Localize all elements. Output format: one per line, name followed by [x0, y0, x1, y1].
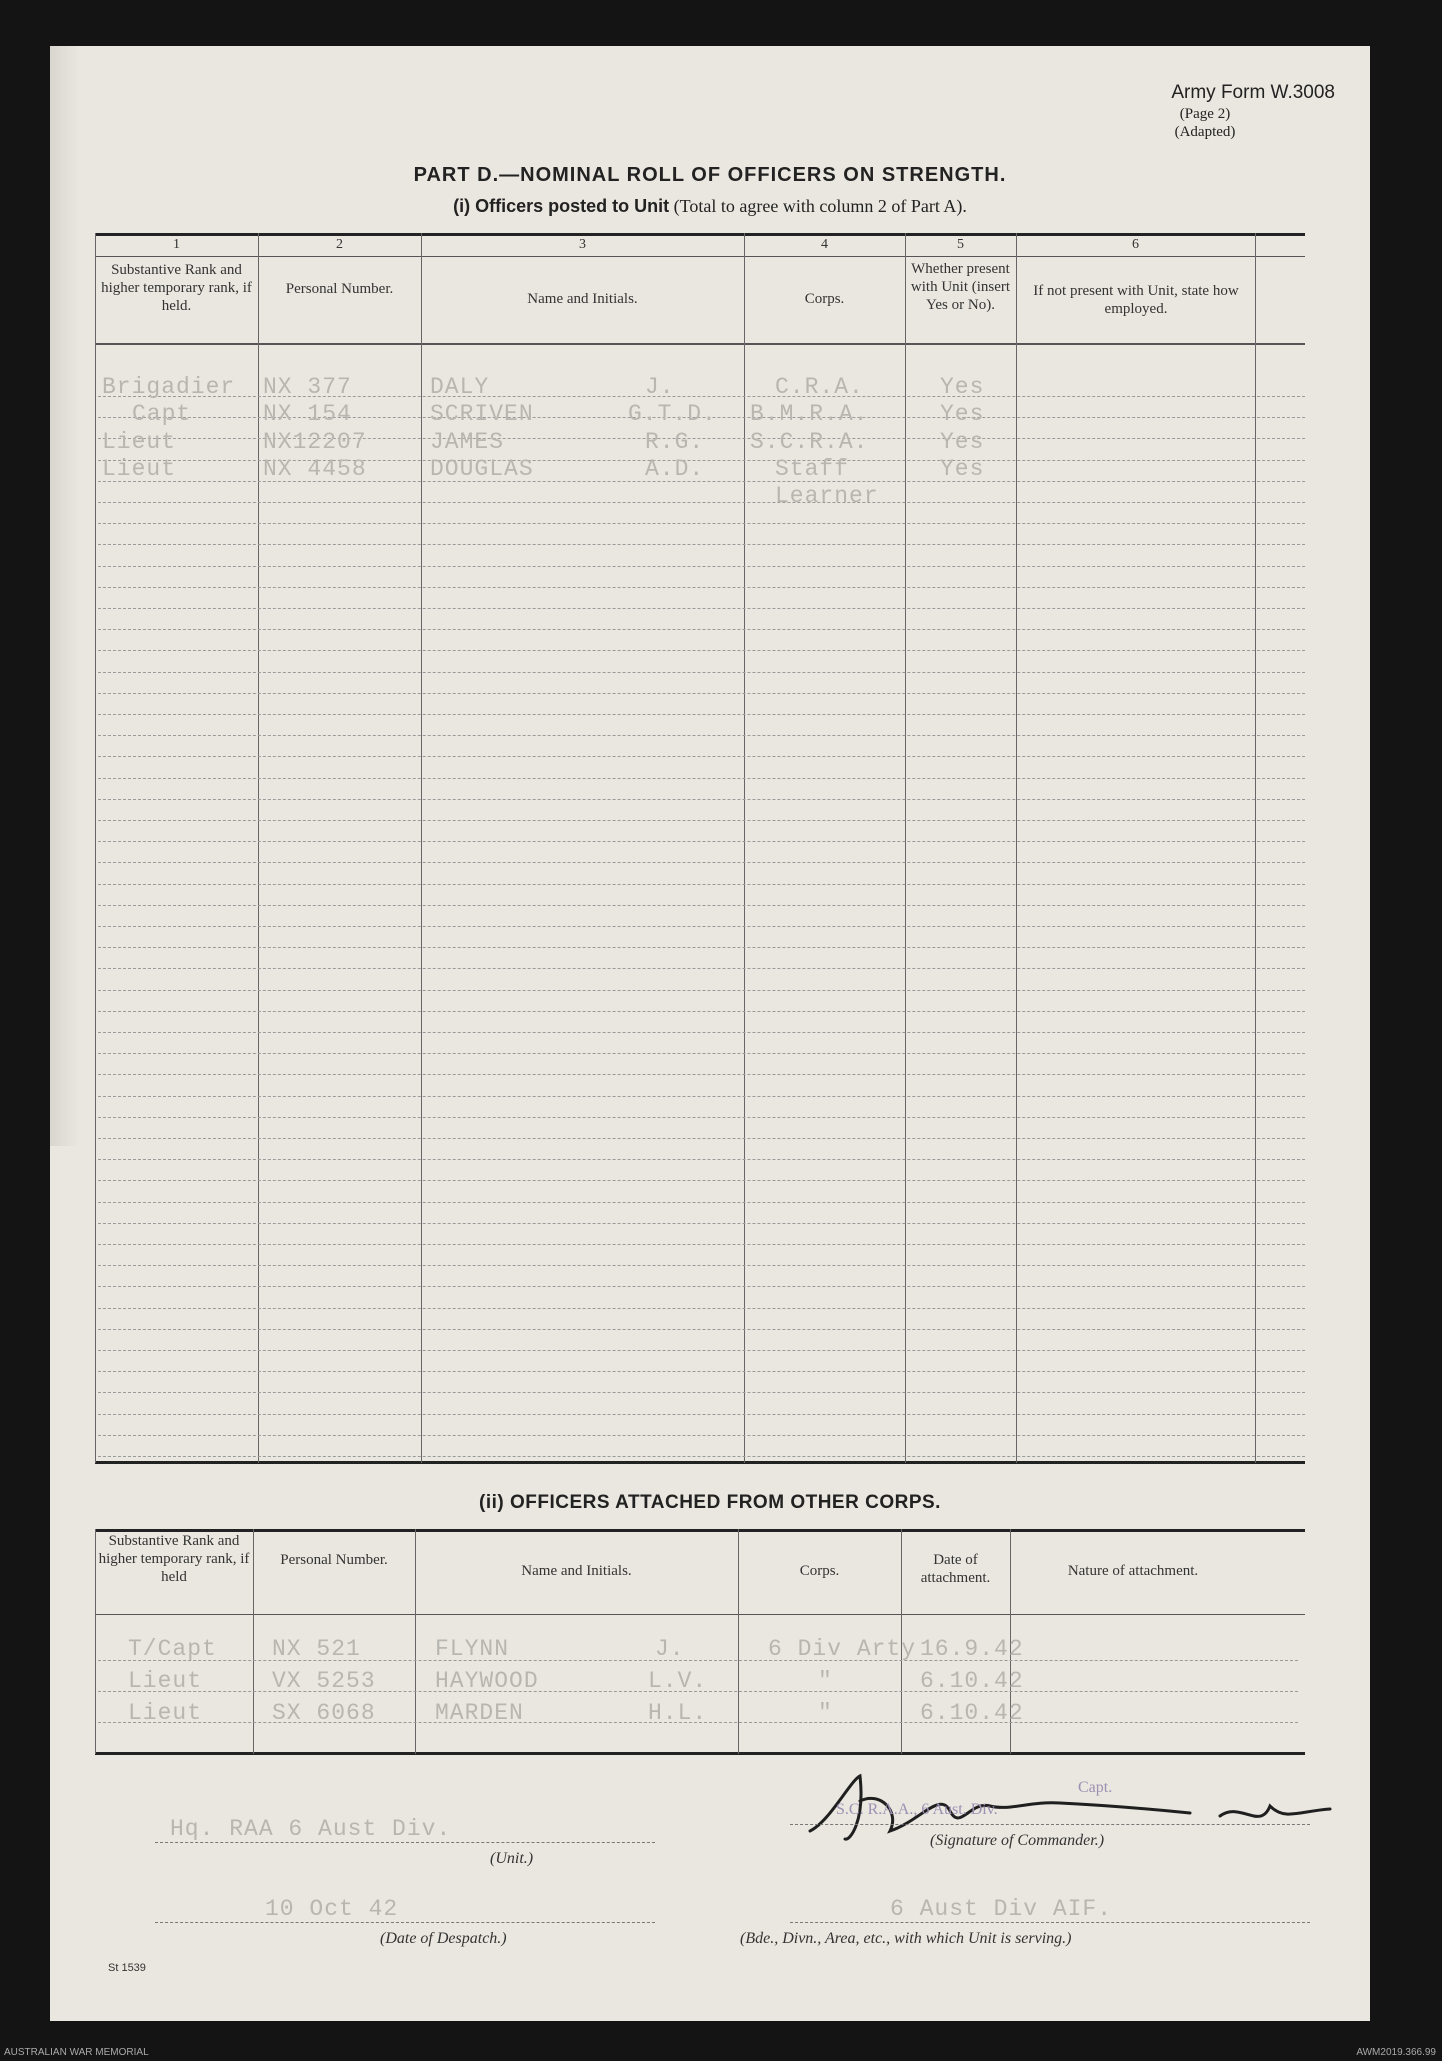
ruled-line	[98, 587, 1305, 588]
ruled-line	[98, 1117, 1305, 1118]
row1-initials: J.	[645, 374, 675, 400]
ruled-line	[98, 1074, 1305, 1075]
att-row3-rank: Lieut	[128, 1700, 203, 1726]
archive-id: AWM2019.366.99	[1356, 2047, 1436, 2058]
att-row1-initials: J.	[655, 1636, 685, 1662]
formation-value: 6 Aust Div AIF.	[890, 1896, 1113, 1922]
despatch-date-value: 10 Oct 42	[265, 1896, 399, 1922]
attached-header-corps: Corps.	[799, 1563, 840, 1579]
ruled-line	[98, 672, 1305, 673]
att-row2-name: HAYWOOD	[435, 1668, 539, 1694]
ruled-line	[98, 799, 1305, 800]
ruled-line	[98, 1265, 1305, 1266]
row2-name: SCRIVEN	[430, 401, 534, 427]
att-row3-name: MARDEN	[435, 1700, 524, 1726]
att-row1-name: FLYNN	[435, 1636, 510, 1662]
ruled-line	[98, 756, 1305, 757]
ruled-line	[98, 1053, 1305, 1054]
row2-corps: B.M.R.A.	[750, 401, 869, 427]
att-row2-date: 6.10.42	[920, 1668, 1024, 1694]
att-row2-corps: "	[818, 1668, 833, 1694]
ruled-line	[98, 1011, 1305, 1012]
row3-present: Yes	[940, 429, 985, 455]
ruled-line	[98, 1456, 1305, 1457]
ruled-line	[98, 1371, 1305, 1372]
header-present: Whether present with Unit (insert Yes or No).	[910, 261, 1011, 313]
row2-rank: Capt	[132, 401, 192, 427]
row1-rank: Brigadier	[102, 374, 236, 400]
ruled-line	[98, 1180, 1305, 1181]
section-i-label: (i) Officers posted to Unit	[453, 196, 670, 216]
row4-corps: Staff	[775, 456, 850, 482]
ruled-line	[98, 1032, 1305, 1033]
row3-initials: R.G.	[645, 429, 705, 455]
att-row1-date: 16.9.42	[920, 1636, 1024, 1662]
despatch-date-label: (Date of Despatch.)	[380, 1930, 507, 1947]
ruled-line	[98, 968, 1305, 969]
att-row2-initials: L.V.	[648, 1668, 708, 1694]
row3-rank: Lieut	[102, 429, 177, 455]
att-row1-rank: T/Capt	[128, 1636, 217, 1662]
ruled-line	[98, 1435, 1305, 1436]
header-name-initials: Name and Initials.	[527, 291, 638, 307]
header-how-employed: If not present with Unit, state how employed.	[1033, 283, 1239, 317]
ruled-line	[98, 1202, 1305, 1203]
ruled-line	[98, 650, 1305, 651]
col-number-6: 6	[1132, 237, 1139, 252]
row1-number: NX 377	[263, 374, 352, 400]
att-row3-corps: "	[818, 1700, 833, 1726]
ruled-line	[98, 544, 1305, 545]
ruled-line	[98, 608, 1305, 609]
ruled-line	[98, 1414, 1305, 1415]
ruled-line	[98, 1350, 1305, 1351]
attached-header-number: Personal Number.	[280, 1552, 388, 1568]
att-row2-rank: Lieut	[128, 1668, 203, 1694]
ruled-line	[98, 1138, 1305, 1139]
ruled-line	[98, 1244, 1305, 1245]
row3-name: JAMES	[430, 429, 505, 455]
ruled-line	[98, 926, 1305, 927]
row4-rank: Lieut	[102, 456, 177, 482]
att-row3-date: 6.10.42	[920, 1700, 1024, 1726]
att-row3-initials: H.L.	[648, 1700, 708, 1726]
army-form-number: Army Form W.3008	[1171, 82, 1335, 103]
row2-present: Yes	[940, 401, 985, 427]
ruled-line	[98, 566, 1305, 567]
att-row1-number: NX 521	[272, 1636, 361, 1662]
ruled-line	[98, 905, 1305, 906]
header-rank: Substantive Rank and higher temporary rank, if held.	[101, 262, 252, 314]
col-number-4: 4	[821, 237, 828, 252]
unit-value: Hq. RAA 6 Aust Div.	[170, 1816, 452, 1842]
ruled-line	[98, 693, 1305, 694]
ruled-line	[98, 947, 1305, 948]
archive-credit: AUSTRALIAN WAR MEMORIAL	[4, 2047, 149, 2058]
att-row1-corps: 6 Div Arty	[768, 1636, 917, 1662]
form-code: St 1539	[108, 1962, 146, 1974]
row3-corps: S.C.R.A.	[750, 429, 869, 455]
page-title: PART D.—NOMINAL ROLL OF OFFICERS ON STRENGTH.	[413, 164, 1007, 186]
ruled-line	[98, 841, 1305, 842]
row4-present: Yes	[940, 456, 985, 482]
row2-number: NX 154	[263, 401, 352, 427]
section-i-subtitle	[50, 196, 1370, 217]
col-number-3: 3	[579, 237, 586, 252]
ruled-line	[98, 1223, 1305, 1224]
row2-initials: G.T.D.	[628, 401, 717, 427]
ruled-line	[98, 714, 1305, 715]
ruled-line	[98, 820, 1305, 821]
col-number-2: 2	[336, 237, 343, 252]
ruled-line	[98, 1392, 1305, 1393]
row1-present: Yes	[940, 374, 985, 400]
form-page	[50, 46, 1370, 2021]
ruled-line	[98, 1286, 1305, 1287]
page-indicator: (Page 2)	[1179, 106, 1231, 122]
ruled-line	[98, 1159, 1305, 1160]
ruled-line	[98, 629, 1305, 630]
attached-header-rank: Substantive Rank and higher temporary rank, if held	[98, 1533, 250, 1585]
adapted-note: (Adapted)	[1174, 124, 1236, 140]
header-personal-number: Personal Number.	[285, 281, 394, 297]
att-row2-number: VX 5253	[272, 1668, 376, 1694]
attached-header-name: Name and Initials.	[521, 1563, 632, 1579]
formation-label: (Bde., Divn., Area, etc., with which Unit is serving.)	[740, 1930, 1072, 1947]
section-ii-title: (ii) OFFICERS ATTACHED FROM OTHER CORPS.	[479, 1492, 941, 1513]
attached-header-date: Date of attachment.	[920, 1552, 991, 1586]
row4-initials: A.D.	[645, 456, 705, 482]
ruled-line	[98, 1308, 1305, 1309]
row4-extra-note: Learner	[775, 483, 879, 509]
attached-header-nature: Nature of attachment.	[1067, 1563, 1199, 1579]
row1-name: DALY	[430, 374, 490, 400]
ruled-line	[98, 523, 1305, 524]
ruled-line	[98, 1096, 1305, 1097]
ruled-line	[98, 735, 1305, 736]
col-number-5: 5	[957, 237, 964, 252]
stamp-unit: S.C. R.A.A., 6 Aust. Div.	[836, 1801, 998, 1818]
ruled-line	[98, 884, 1305, 885]
ruled-line	[98, 990, 1305, 991]
signature-label: (Signature of Commander.)	[930, 1832, 1105, 1849]
ruled-line	[98, 502, 1305, 503]
row4-name: DOUGLAS	[430, 456, 534, 482]
ruled-line	[98, 1329, 1305, 1330]
col-number-1: 1	[173, 237, 180, 252]
ruled-line	[98, 778, 1305, 779]
header-corps: Corps.	[804, 291, 845, 307]
section-i-note: (Total to agree with column 2 of Part A).	[673, 196, 967, 216]
row1-corps: C.R.A.	[775, 374, 864, 400]
att-row3-number: SX 6068	[272, 1700, 376, 1726]
row4-number: NX 4458	[263, 456, 367, 482]
ruled-line	[98, 862, 1305, 863]
row3-number: NX12207	[263, 429, 367, 455]
unit-label: (Unit.)	[490, 1850, 534, 1867]
stamp-rank: Capt.	[1078, 1779, 1113, 1796]
